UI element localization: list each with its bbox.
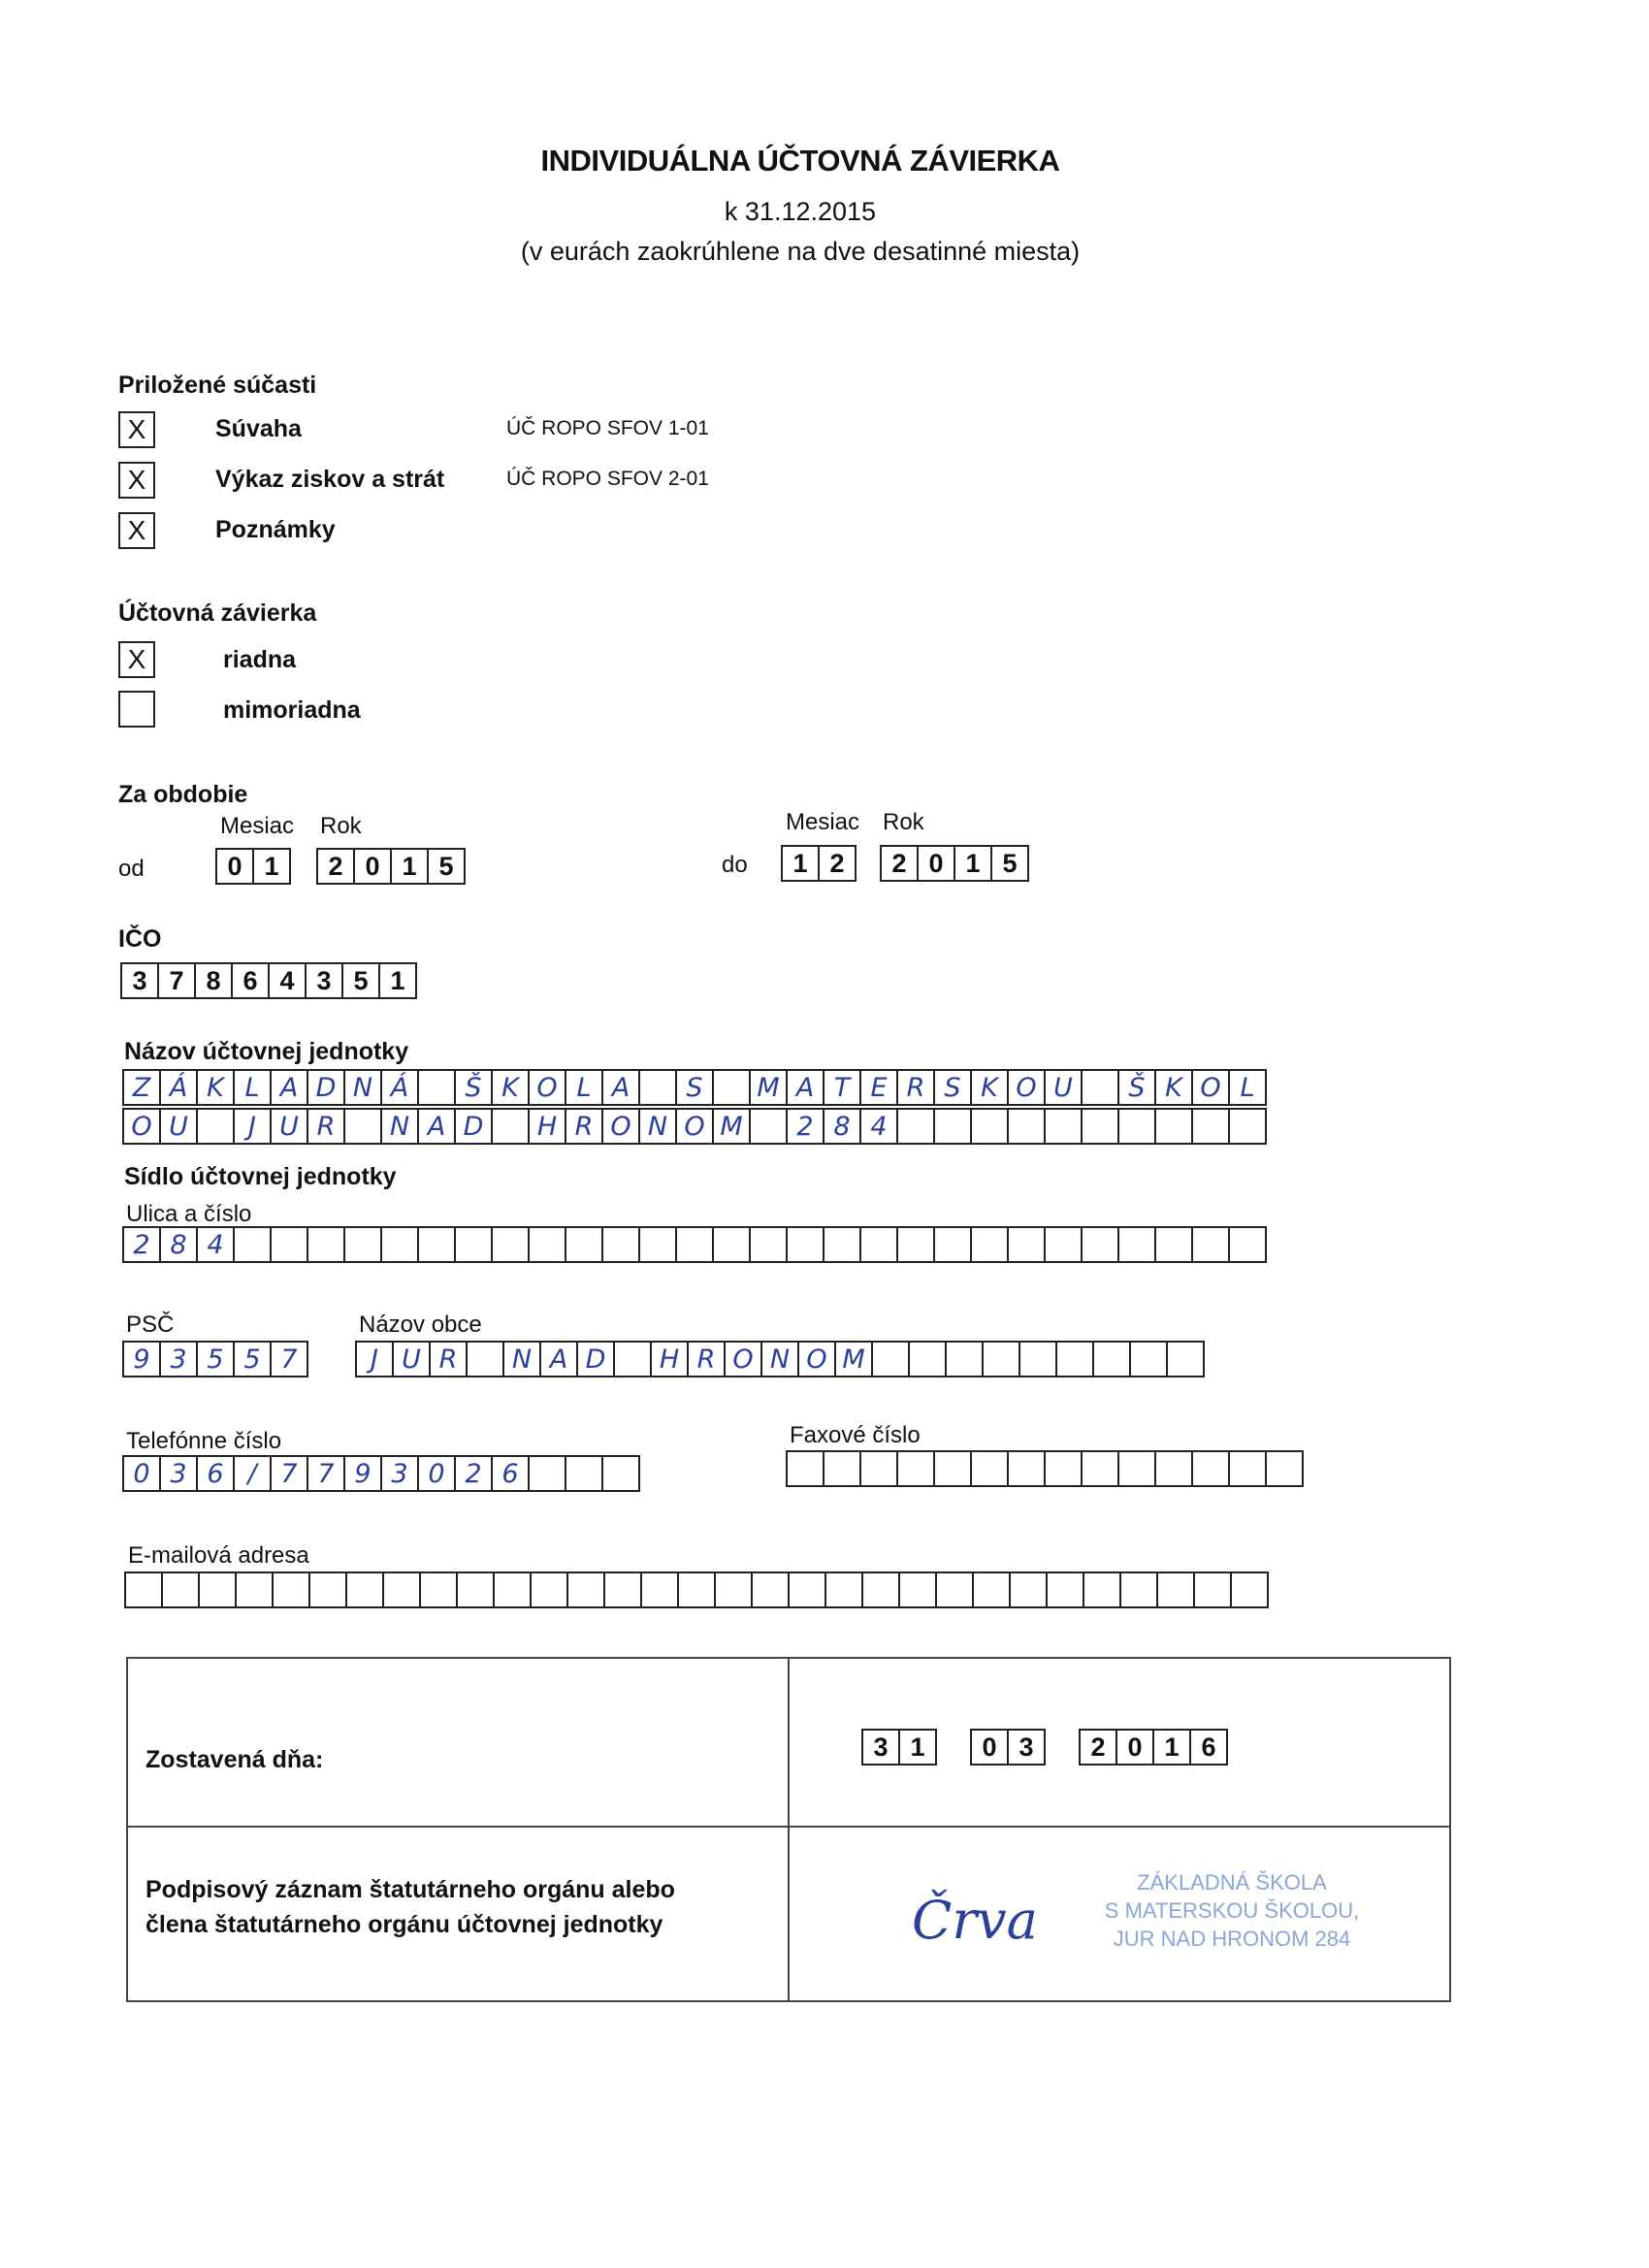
char-cell bbox=[749, 1226, 788, 1263]
char-cell bbox=[898, 1571, 937, 1608]
char-cell: 8 bbox=[823, 1108, 861, 1145]
char-cell: U bbox=[159, 1108, 198, 1145]
char-cell: T bbox=[823, 1069, 861, 1106]
char-cell bbox=[1092, 1341, 1131, 1377]
char-cell bbox=[1228, 1450, 1267, 1487]
digit-cell: 7 bbox=[157, 962, 196, 999]
attachment-label-profit-loss: Výkaz ziskov a strát bbox=[215, 466, 445, 493]
digit-cell: 6 bbox=[231, 962, 270, 999]
char-cell bbox=[823, 1226, 861, 1263]
char-cell bbox=[1166, 1341, 1205, 1377]
char-cell bbox=[601, 1455, 640, 1492]
char-cell bbox=[491, 1108, 530, 1145]
char-cell bbox=[1083, 1571, 1121, 1608]
char-cell: M bbox=[712, 1108, 751, 1145]
char-cell bbox=[896, 1108, 935, 1145]
units-note: (v eurách zaokrúhlene na dve desatinné miesta) bbox=[520, 237, 1081, 266]
char-cell bbox=[466, 1341, 504, 1377]
digit-cell: 0 bbox=[215, 848, 254, 885]
char-cell bbox=[972, 1571, 1011, 1608]
to-label: do bbox=[722, 852, 748, 878]
char-cell bbox=[714, 1571, 753, 1608]
char-cell bbox=[601, 1226, 640, 1263]
digit-cell: 5 bbox=[427, 848, 466, 885]
char-cell: O bbox=[724, 1341, 762, 1377]
char-cell bbox=[1117, 1450, 1156, 1487]
char-cell bbox=[530, 1571, 568, 1608]
char-cell bbox=[1044, 1108, 1083, 1145]
char-cell: O bbox=[797, 1341, 836, 1377]
char-cell bbox=[935, 1571, 974, 1608]
street-field[interactable] bbox=[122, 1226, 1267, 1263]
char-cell bbox=[1117, 1226, 1156, 1263]
char-cell bbox=[638, 1226, 677, 1263]
char-cell: O bbox=[1007, 1069, 1046, 1106]
char-cell: 2 bbox=[786, 1108, 824, 1145]
char-cell: 6 bbox=[491, 1455, 530, 1492]
char-cell: R bbox=[896, 1069, 935, 1106]
char-cell bbox=[1191, 1108, 1230, 1145]
char-cell: 7 bbox=[307, 1455, 345, 1492]
char-cell bbox=[1193, 1571, 1232, 1608]
char-cell: R bbox=[429, 1341, 468, 1377]
digit-cell: 2 bbox=[880, 845, 919, 882]
period-heading: Za obdobie bbox=[118, 781, 248, 808]
compiled-month-field[interactable] bbox=[970, 1729, 1046, 1766]
phone-field[interactable] bbox=[122, 1455, 640, 1492]
char-cell bbox=[824, 1571, 863, 1608]
from-year-field[interactable] bbox=[316, 848, 466, 885]
char-cell bbox=[307, 1226, 345, 1263]
digit-cell: 2 bbox=[818, 845, 857, 882]
char-cell bbox=[345, 1571, 384, 1608]
char-cell bbox=[1265, 1450, 1304, 1487]
to-year-label: Rok bbox=[883, 809, 924, 835]
entity-name-row-2[interactable] bbox=[122, 1108, 1267, 1145]
char-cell bbox=[270, 1226, 308, 1263]
char-cell bbox=[908, 1341, 947, 1377]
char-cell bbox=[603, 1571, 642, 1608]
digit-cell: 3 bbox=[861, 1729, 900, 1766]
checkbox-extraordinary[interactable] bbox=[118, 691, 155, 728]
char-cell: O bbox=[1191, 1069, 1230, 1106]
entity-name-row-1[interactable] bbox=[122, 1069, 1267, 1106]
char-cell bbox=[712, 1226, 751, 1263]
char-cell bbox=[1007, 1108, 1046, 1145]
digit-cell: 3 bbox=[120, 962, 159, 999]
char-cell: M bbox=[749, 1069, 788, 1106]
char-cell: A bbox=[270, 1069, 308, 1106]
char-cell: D bbox=[576, 1341, 615, 1377]
compiled-label: Zostavená dňa: bbox=[146, 1746, 324, 1773]
attachment-label-notes: Poznámky bbox=[215, 516, 336, 543]
char-cell bbox=[1228, 1226, 1267, 1263]
char-cell bbox=[491, 1226, 530, 1263]
signature-label-line-2: člena štatutárneho orgánu účtovnej jednotky bbox=[146, 1911, 663, 1938]
fax-field[interactable] bbox=[786, 1450, 1304, 1487]
digit-cell: 1 bbox=[954, 845, 992, 882]
char-cell bbox=[933, 1226, 972, 1263]
char-cell bbox=[675, 1226, 714, 1263]
char-cell: E bbox=[859, 1069, 898, 1106]
form-title: INDIVIDUÁLNA ÚČTOVNÁ ZÁVIERKA bbox=[540, 144, 1060, 178]
char-cell bbox=[1154, 1108, 1193, 1145]
char-cell: R bbox=[565, 1108, 603, 1145]
char-cell bbox=[1230, 1571, 1269, 1608]
char-cell: 8 bbox=[159, 1226, 198, 1263]
char-cell bbox=[454, 1226, 493, 1263]
char-cell: J bbox=[233, 1108, 272, 1145]
digit-cell: 1 bbox=[781, 845, 820, 882]
char-cell: 0 bbox=[417, 1455, 456, 1492]
digit-cell: 3 bbox=[1007, 1729, 1046, 1766]
char-cell: H bbox=[650, 1341, 689, 1377]
char-cell: N bbox=[502, 1341, 541, 1377]
char-cell: N bbox=[380, 1108, 419, 1145]
char-cell: L bbox=[1228, 1069, 1267, 1106]
checkbox-regular[interactable]: X bbox=[118, 641, 155, 678]
ico-field[interactable] bbox=[120, 962, 417, 999]
compiled-day-field[interactable] bbox=[861, 1729, 937, 1766]
char-cell bbox=[343, 1226, 382, 1263]
char-cell: 7 bbox=[270, 1455, 308, 1492]
checkbox-notes[interactable]: X bbox=[118, 512, 155, 549]
char-cell bbox=[788, 1571, 826, 1608]
char-cell: Š bbox=[1117, 1069, 1156, 1106]
from-year-label: Rok bbox=[320, 813, 362, 839]
to-year-field[interactable] bbox=[880, 845, 1029, 882]
char-cell: K bbox=[491, 1069, 530, 1106]
char-cell bbox=[382, 1571, 421, 1608]
char-cell: D bbox=[307, 1069, 345, 1106]
char-cell bbox=[1007, 1450, 1046, 1487]
digit-cell: 2 bbox=[1079, 1729, 1117, 1766]
char-cell bbox=[871, 1341, 910, 1377]
checkbox-balance-sheet[interactable]: X bbox=[118, 411, 155, 448]
char-cell: 9 bbox=[122, 1341, 161, 1377]
digit-cell: 0 bbox=[917, 845, 955, 882]
digit-cell: 4 bbox=[268, 962, 307, 999]
char-cell bbox=[417, 1226, 456, 1263]
char-cell bbox=[1129, 1341, 1168, 1377]
attachment-label-balance-sheet: Súvaha bbox=[215, 415, 302, 442]
digit-cell: 2 bbox=[316, 848, 355, 885]
digit-cell: 3 bbox=[305, 962, 343, 999]
char-cell bbox=[272, 1571, 310, 1608]
char-cell: R bbox=[307, 1108, 345, 1145]
char-cell bbox=[1154, 1226, 1193, 1263]
psc-label: PSČ bbox=[126, 1312, 175, 1338]
digit-cell: 0 bbox=[970, 1729, 1009, 1766]
digit-cell: 5 bbox=[990, 845, 1029, 882]
attachment-code-balance-sheet: ÚČ ROPO SFOV 1-01 bbox=[506, 417, 709, 439]
char-cell bbox=[198, 1571, 237, 1608]
char-cell bbox=[566, 1571, 605, 1608]
char-cell bbox=[456, 1571, 495, 1608]
digit-cell: 1 bbox=[378, 962, 417, 999]
char-cell: 2 bbox=[454, 1455, 493, 1492]
attachment-code-profit-loss: ÚČ ROPO SFOV 2-01 bbox=[506, 468, 709, 490]
to-month-field[interactable] bbox=[781, 845, 857, 882]
char-cell bbox=[1156, 1571, 1195, 1608]
char-cell: 5 bbox=[196, 1341, 235, 1377]
compiled-year-field[interactable] bbox=[1079, 1729, 1228, 1766]
char-cell: U bbox=[1044, 1069, 1083, 1106]
char-cell bbox=[528, 1226, 566, 1263]
char-cell: A bbox=[601, 1069, 640, 1106]
char-cell bbox=[343, 1108, 382, 1145]
char-cell bbox=[861, 1571, 900, 1608]
char-cell bbox=[970, 1108, 1009, 1145]
char-cell: H bbox=[528, 1108, 566, 1145]
digit-cell: 6 bbox=[1189, 1729, 1228, 1766]
char-cell: 4 bbox=[859, 1108, 898, 1145]
char-cell: K bbox=[1154, 1069, 1193, 1106]
signature: Črva bbox=[912, 1890, 1038, 1951]
stamp-line: JUR NAD HRONOM 284 bbox=[1113, 1927, 1351, 1951]
city-label: Názov obce bbox=[359, 1312, 482, 1338]
char-cell bbox=[1228, 1108, 1267, 1145]
char-cell bbox=[1081, 1450, 1119, 1487]
char-cell bbox=[1119, 1571, 1158, 1608]
char-cell bbox=[638, 1069, 677, 1106]
char-cell: N bbox=[638, 1108, 677, 1145]
char-cell: O bbox=[601, 1108, 640, 1145]
ico-label: IČO bbox=[118, 925, 162, 953]
email-label: E-mailová adresa bbox=[128, 1542, 309, 1569]
char-cell bbox=[417, 1069, 456, 1106]
char-cell bbox=[677, 1571, 716, 1608]
char-cell bbox=[1081, 1226, 1119, 1263]
char-cell bbox=[528, 1455, 566, 1492]
char-cell bbox=[1044, 1226, 1083, 1263]
attachments-heading: Priložené súčasti bbox=[118, 372, 317, 399]
char-cell bbox=[1117, 1108, 1156, 1145]
char-cell: S bbox=[933, 1069, 972, 1106]
char-cell bbox=[380, 1226, 419, 1263]
char-cell: A bbox=[786, 1069, 824, 1106]
char-cell bbox=[419, 1571, 458, 1608]
char-cell bbox=[970, 1450, 1009, 1487]
char-cell: M bbox=[834, 1341, 873, 1377]
char-cell: L bbox=[233, 1069, 272, 1106]
phone-label: Telefónne číslo bbox=[126, 1428, 282, 1454]
from-label: od bbox=[118, 856, 145, 882]
char-cell bbox=[896, 1450, 935, 1487]
char-cell bbox=[712, 1069, 751, 1106]
char-cell bbox=[196, 1108, 235, 1145]
char-cell bbox=[1007, 1226, 1046, 1263]
street-label: Ulica a číslo bbox=[126, 1201, 252, 1227]
char-cell bbox=[565, 1226, 603, 1263]
char-cell: Á bbox=[380, 1069, 419, 1106]
digit-cell: 0 bbox=[1116, 1729, 1154, 1766]
char-cell bbox=[970, 1226, 1009, 1263]
digit-cell: 1 bbox=[390, 848, 429, 885]
char-cell: A bbox=[417, 1108, 456, 1145]
digit-cell: 1 bbox=[898, 1729, 937, 1766]
char-cell: K bbox=[970, 1069, 1009, 1106]
char-cell bbox=[751, 1571, 790, 1608]
stamp-line: ZÁKLADNÁ ŠKOLA bbox=[1137, 1870, 1327, 1895]
char-cell bbox=[823, 1450, 861, 1487]
char-cell bbox=[786, 1450, 824, 1487]
char-cell bbox=[308, 1571, 347, 1608]
signature-label-line-1: Podpisový záznam štatutárneho orgánu alebo bbox=[146, 1876, 675, 1903]
char-cell bbox=[1081, 1108, 1119, 1145]
char-cell bbox=[859, 1226, 898, 1263]
char-cell bbox=[786, 1226, 824, 1263]
char-cell bbox=[124, 1571, 163, 1608]
char-cell: N bbox=[343, 1069, 382, 1106]
char-cell: 6 bbox=[196, 1455, 235, 1492]
char-cell: U bbox=[392, 1341, 431, 1377]
char-cell bbox=[613, 1341, 652, 1377]
char-cell: 7 bbox=[270, 1341, 308, 1377]
from-month-field[interactable] bbox=[215, 848, 291, 885]
signature-box-row-divider bbox=[126, 1826, 1451, 1828]
char-cell bbox=[235, 1571, 274, 1608]
char-cell bbox=[233, 1226, 272, 1263]
char-cell: Z bbox=[122, 1069, 161, 1106]
char-cell bbox=[565, 1455, 603, 1492]
school-stamp bbox=[1086, 1868, 1377, 1953]
signature-box-divider bbox=[788, 1657, 790, 2002]
fax-label: Faxové číslo bbox=[790, 1422, 921, 1448]
char-cell: 3 bbox=[380, 1455, 419, 1492]
char-cell: U bbox=[270, 1108, 308, 1145]
char-cell: / bbox=[233, 1455, 272, 1492]
char-cell: D bbox=[454, 1108, 493, 1145]
char-cell bbox=[896, 1226, 935, 1263]
char-cell bbox=[1018, 1341, 1057, 1377]
char-cell: 3 bbox=[159, 1455, 198, 1492]
char-cell bbox=[1191, 1226, 1230, 1263]
from-month-label: Mesiac bbox=[220, 813, 295, 839]
char-cell: K bbox=[196, 1069, 235, 1106]
digit-cell: 1 bbox=[1152, 1729, 1191, 1766]
char-cell bbox=[749, 1108, 788, 1145]
char-cell: O bbox=[675, 1108, 714, 1145]
char-cell: L bbox=[565, 1069, 603, 1106]
stamp-line: S MATERSKOU ŠKOLOU, bbox=[1104, 1898, 1360, 1923]
digit-cell: 8 bbox=[194, 962, 233, 999]
char-cell bbox=[640, 1571, 679, 1608]
char-cell bbox=[493, 1571, 532, 1608]
entity-name-label: Názov účtovnej jednotky bbox=[124, 1038, 409, 1065]
char-cell: Á bbox=[159, 1069, 198, 1106]
char-cell: O bbox=[122, 1108, 161, 1145]
char-cell: 3 bbox=[159, 1341, 198, 1377]
char-cell bbox=[1009, 1571, 1048, 1608]
char-cell: O bbox=[528, 1069, 566, 1106]
checkbox-profit-loss[interactable]: X bbox=[118, 462, 155, 499]
char-cell bbox=[859, 1450, 898, 1487]
digit-cell: 0 bbox=[353, 848, 392, 885]
form-date: k 31.12.2015 bbox=[724, 197, 877, 226]
char-cell: A bbox=[539, 1341, 578, 1377]
char-cell: 5 bbox=[233, 1341, 272, 1377]
char-cell: 4 bbox=[196, 1226, 235, 1263]
char-cell: S bbox=[675, 1069, 714, 1106]
char-cell bbox=[945, 1341, 984, 1377]
char-cell: R bbox=[687, 1341, 726, 1377]
char-cell: N bbox=[760, 1341, 799, 1377]
char-cell bbox=[1044, 1450, 1083, 1487]
option-label-regular: riadna bbox=[223, 646, 297, 673]
char-cell: 2 bbox=[122, 1226, 161, 1263]
statement-type-heading: Účtovná závierka bbox=[118, 599, 317, 627]
char-cell bbox=[933, 1450, 972, 1487]
seat-heading: Sídlo účtovnej jednotky bbox=[124, 1163, 397, 1190]
to-month-label: Mesiac bbox=[786, 809, 860, 835]
digit-cell: 1 bbox=[252, 848, 291, 885]
char-cell bbox=[1191, 1450, 1230, 1487]
char-cell: J bbox=[355, 1341, 394, 1377]
option-label-extraordinary: mimoriadna bbox=[223, 697, 361, 724]
char-cell bbox=[933, 1108, 972, 1145]
email-field[interactable] bbox=[124, 1571, 1269, 1608]
city-field[interactable] bbox=[355, 1341, 1205, 1377]
char-cell bbox=[1081, 1069, 1119, 1106]
psc-field[interactable] bbox=[122, 1341, 308, 1377]
char-cell bbox=[1154, 1450, 1193, 1487]
char-cell bbox=[1055, 1341, 1094, 1377]
digit-cell: 5 bbox=[341, 962, 380, 999]
char-cell bbox=[1046, 1571, 1084, 1608]
char-cell bbox=[161, 1571, 200, 1608]
char-cell: 0 bbox=[122, 1455, 161, 1492]
char-cell bbox=[982, 1341, 1020, 1377]
char-cell: 9 bbox=[343, 1455, 382, 1492]
char-cell: Š bbox=[454, 1069, 493, 1106]
